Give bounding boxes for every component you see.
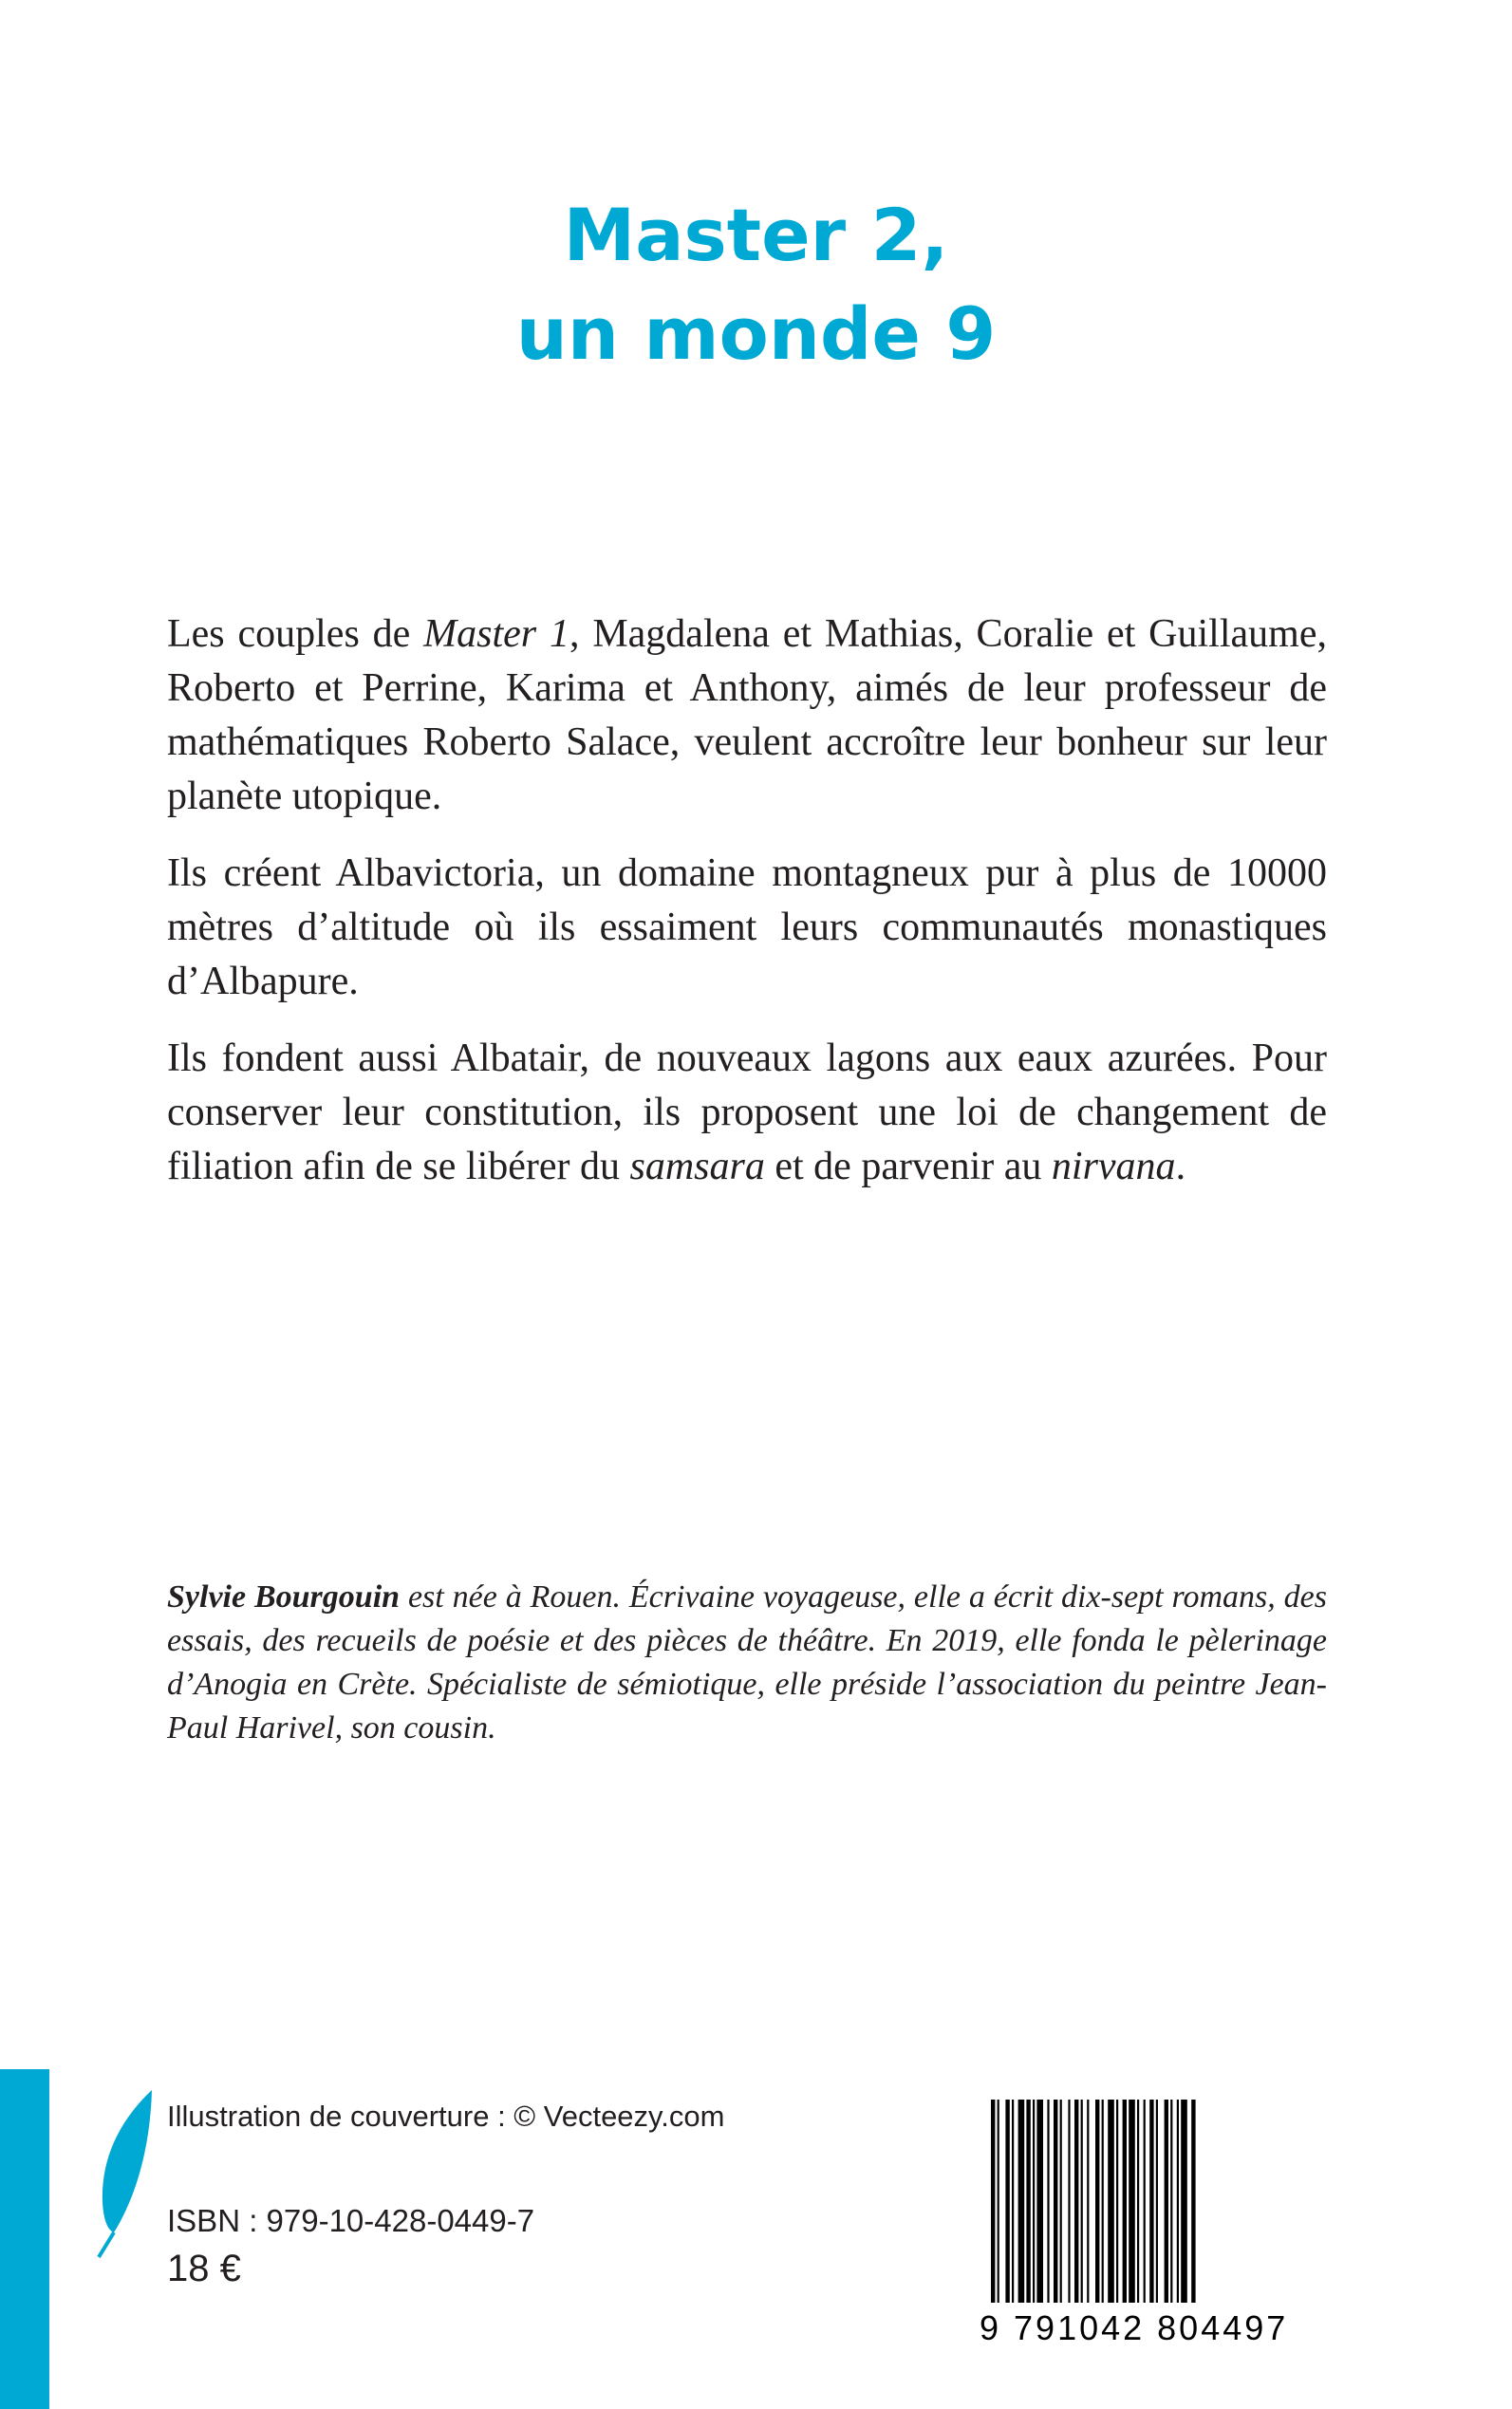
barcode-bar — [1036, 2100, 1043, 2303]
synopsis-text: et de parvenir au — [764, 1145, 1052, 1188]
barcode-bar — [1026, 2100, 1030, 2303]
isbn: ISBN : 979-10-428-0449-7 — [167, 2203, 535, 2238]
synopsis-paragraph-1 — [167, 607, 1327, 824]
barcode-bar — [1165, 2100, 1168, 2303]
synopsis-paragraph-2: Ils créent Albavictoria, un domaine montagneux pur à plus de 10000 mètres d’altitude où ils essaiment leurs communautés monastiques d’Albapure. — [167, 851, 1327, 1003]
barcode-bar — [1129, 2100, 1135, 2303]
synopsis-text: . — [1175, 1145, 1186, 1188]
synopsis-emphasis: Master 1 — [423, 612, 569, 656]
barcode-bar — [1054, 2100, 1057, 2303]
barcode-bar — [1144, 2100, 1146, 2303]
synopsis-text: , Magdalena et Mathias, Coralie et Guillaume, Roberto et Perrine, Karima et Anthony, aimés de leur professeur de mathématiques Roberto Salace, veulent accroître leur bonheur sur leur planète utopique. — [167, 612, 1327, 818]
barcode-bar — [1149, 2100, 1153, 2303]
barcode-bar — [1060, 2100, 1062, 2303]
barcode-bar — [1108, 2100, 1114, 2303]
barcode-bar — [1012, 2100, 1014, 2303]
barcode-bar — [1081, 2100, 1083, 2303]
illustration-credit: Illustration de couverture : © Vecteezy.com — [167, 2100, 725, 2133]
price: 18 € — [167, 2248, 241, 2289]
title-line-1: Master 2, — [563, 193, 949, 277]
barcode-bar — [1102, 2100, 1104, 2303]
barcode-bar — [1074, 2100, 1078, 2303]
author-bio — [167, 1576, 1327, 1750]
barcode-bar — [991, 2100, 995, 2303]
credits — [167, 2098, 724, 2291]
barcode-digits: 9 791042 804497 — [980, 2308, 1289, 2347]
feather-icon — [95, 2088, 156, 2259]
barcode-bar — [1033, 2100, 1035, 2303]
barcode-bar — [1177, 2100, 1179, 2303]
barcode-bar — [1095, 2100, 1099, 2303]
barcode-bar — [1170, 2100, 1172, 2303]
synopsis-text: Les couples de — [167, 612, 424, 656]
barcode-bar — [1137, 2100, 1139, 2303]
synopsis — [167, 607, 1327, 1217]
barcode-bar — [1191, 2100, 1195, 2303]
barcode-bar — [1068, 2100, 1070, 2303]
barcode-bar — [1181, 2100, 1187, 2303]
barcode-bar — [1018, 2100, 1025, 2303]
synopsis-emphasis: samsara — [629, 1145, 765, 1188]
barcode-bar — [1123, 2100, 1127, 2303]
barcode-bar — [998, 2100, 999, 2303]
barcode-bar — [1116, 2100, 1118, 2303]
title-line-2: un monde 9 — [515, 291, 997, 376]
book-title — [0, 186, 1512, 383]
barcode-bar — [1005, 2100, 1009, 2303]
barcode-bar — [1047, 2100, 1049, 2303]
barcode-bar — [1156, 2100, 1158, 2303]
synopsis-emphasis: nirvana — [1051, 1145, 1176, 1188]
barcode-bar — [1087, 2100, 1089, 2303]
synopsis-text: Ils fondent aussi Albatair, de nouveaux lagons aux eaux azurées. Pour conserver leur constitution, ils proposent une loi de changement de filiation afin de se libérer du — [167, 1036, 1327, 1188]
synopsis-paragraph-3 — [167, 1032, 1327, 1194]
author-bio-text: est née à Rouen. Écrivaine voyageuse, elle a écrit dix-sept romans, des essais, des recueils de poésie et des pièces de théâtre. En 2019, elle fonda le pèlerinage d’Anogia en Crète. Spécialiste de sémiotique, elle préside l’association du peintre Jean-Paul Harivel, son cousin. — [167, 1579, 1327, 1746]
accent-side-bar — [0, 2069, 49, 2409]
author-name: Sylvie Bourgouin — [167, 1579, 401, 1615]
